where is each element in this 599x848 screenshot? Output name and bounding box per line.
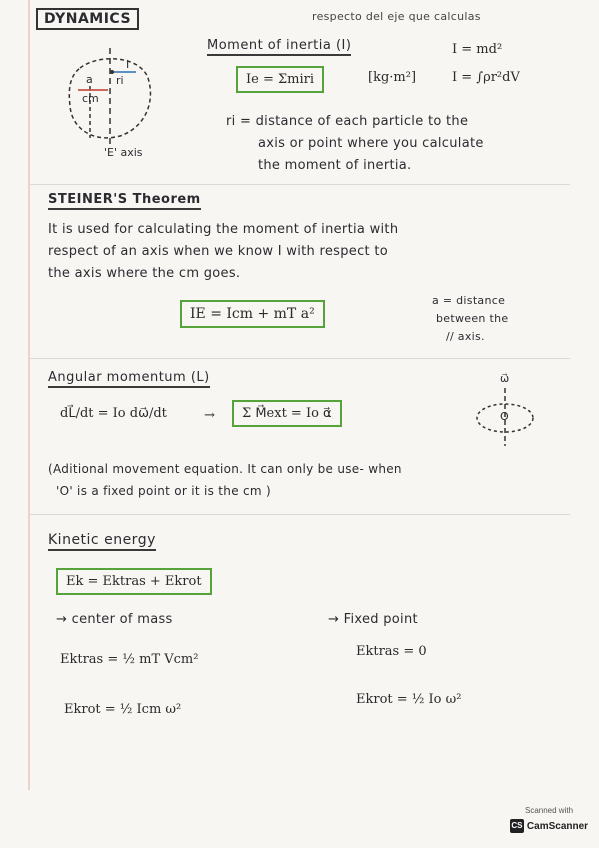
angular-note-2: 'O' is a fixed point or it is the cm ) <box>56 484 271 498</box>
scanner-brand-name: CamScanner <box>526 820 589 832</box>
kinetic-right-heading: → Fixed point <box>328 612 418 627</box>
kinetic-right-rot: Ekrot = ½ Io ω² <box>356 692 462 707</box>
steiner-formula-box: IE = Icm + mT a² <box>180 300 325 328</box>
angular-heading: Angular momentum (L) <box>48 370 210 388</box>
moment-heading: Moment of inertia (I) <box>207 38 351 56</box>
kinetic-right-tras: Ektras = 0 <box>356 644 427 659</box>
margin-line <box>28 0 30 790</box>
kinetic-left-heading: → center of mass <box>56 612 173 627</box>
section-divider <box>30 184 570 185</box>
ri-definition-3: the moment of inertia. <box>258 158 412 173</box>
sketch-label-ri: ri <box>116 74 124 87</box>
page-title: DYNAMICS <box>36 8 139 30</box>
scanner-brand <box>510 819 588 833</box>
angular-eq-1: dL⃗/dt = Io dω⃗/dt <box>60 406 167 421</box>
steiner-line-3: the axis where the cm goes. <box>48 266 241 281</box>
moment-formula-box: Ie = Σmiri <box>236 66 324 93</box>
moment-units: [kg·m²] <box>368 70 417 85</box>
sketch-label-cm: cm <box>82 92 99 105</box>
inertia-sketch <box>60 48 160 158</box>
sketch-omega: ω⃗ <box>500 372 510 385</box>
kinetic-left-tras: Ektras = ½ mT Vcm² <box>60 652 199 667</box>
steiner-heading: STEINER'S Theorem <box>48 192 201 210</box>
scanner-badge <box>507 806 591 840</box>
kinetic-formula-box: Ek = Ektras + Ekrot <box>56 568 212 595</box>
angular-note-1: (Aditional movement equation. It can only be use- when <box>48 462 402 476</box>
steiner-note-2: between the <box>436 312 509 325</box>
section-divider <box>30 514 570 515</box>
side-formula-1: I = md² <box>452 42 503 57</box>
steiner-note-1: a = distance <box>432 294 506 307</box>
axis-label: 'E' axis <box>104 146 143 159</box>
kinetic-heading: Kinetic energy <box>48 532 156 551</box>
scanner-line: Scanned with <box>524 806 574 815</box>
camscanner-logo-icon: CS <box>510 819 524 833</box>
kinetic-left-rot: Ekrot = ½ Icm ω² <box>64 702 182 717</box>
side-formula-2: I = ∫ρr²dV <box>452 70 520 85</box>
angular-arrow: → <box>204 408 215 423</box>
sketch-label-i: I <box>126 58 130 71</box>
steiner-note-3: // axis. <box>446 330 485 343</box>
sketch-label-a: a <box>86 73 93 86</box>
sketch-center: O <box>500 410 509 423</box>
section-divider <box>30 358 570 359</box>
angular-eq-2-box: Σ M⃗ext = Io α⃗ <box>232 400 342 427</box>
ri-definition-1: ri = distance of each particle to the <box>226 114 469 129</box>
steiner-line-1: It is used for calculating the moment of inertia with <box>48 222 399 237</box>
top-note: respecto del eje que calculas <box>312 10 481 23</box>
ri-definition-2: axis or point where you calculate <box>258 136 484 151</box>
steiner-line-2: respect of an axis when we know I with respect to <box>48 244 389 259</box>
